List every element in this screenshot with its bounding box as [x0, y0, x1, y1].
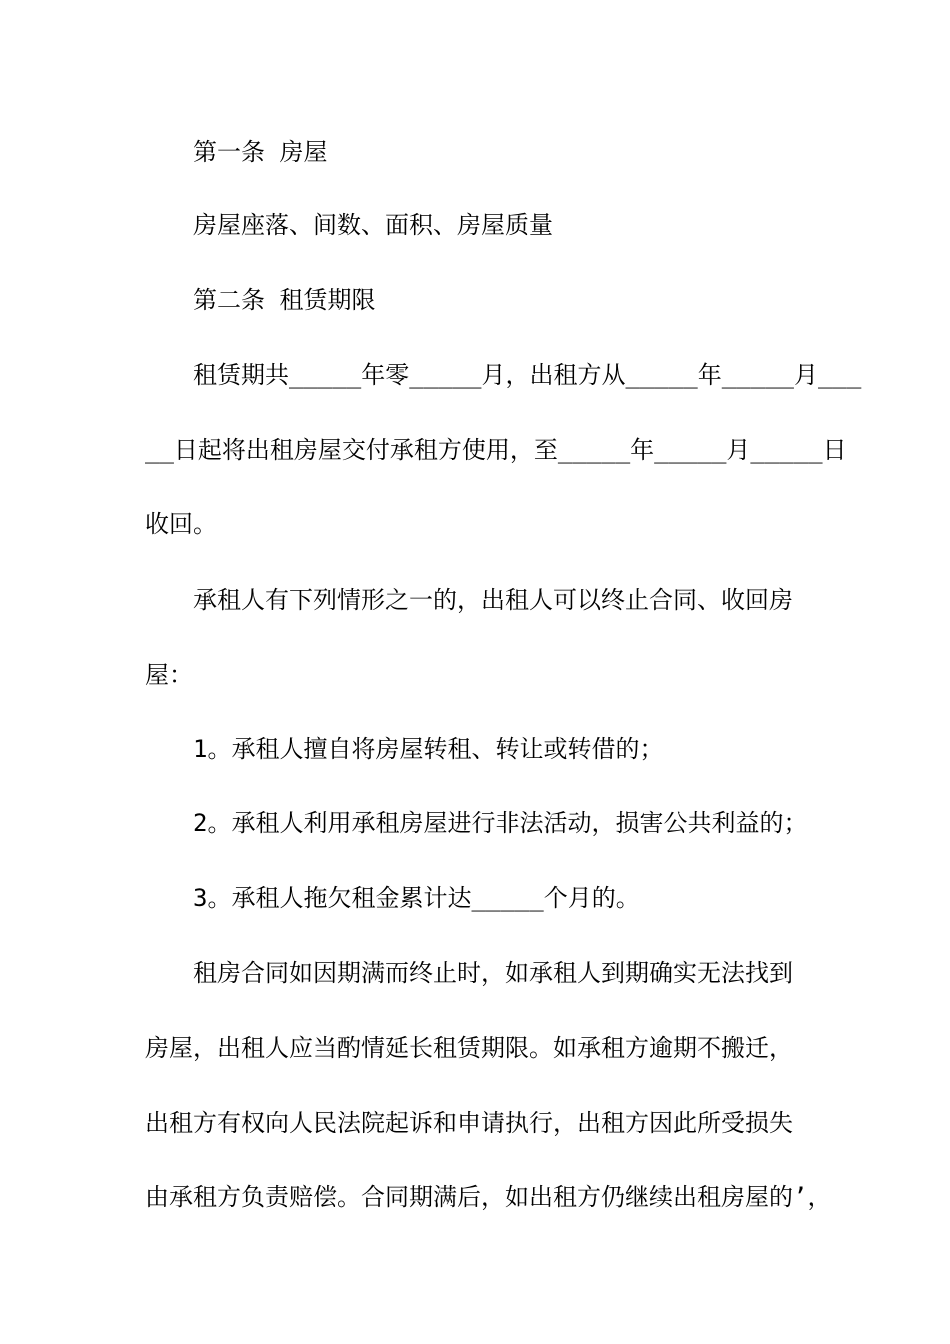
termination-intro-line-1: 承租人有下列情形之一的，出租人可以终止合同、收回房 — [193, 586, 793, 614]
lease-term-line-2: __日起将出租房屋交付承租方使用，至_____年_____月_____日 — [145, 436, 847, 464]
lease-term-line-1: 租赁期共_____年零_____月，出租方从_____年_____月___ — [193, 361, 862, 389]
article-1-heading: 第一条 房屋 — [193, 138, 328, 166]
expiry-paragraph-line-3: 出租方有权向人民法院起诉和申请执行，出租方因此所受损失 — [145, 1109, 793, 1137]
expiry-paragraph-line-1: 租房合同如因期满而终止时，如承租人到期确实无法找到 — [193, 959, 793, 987]
article-2-heading: 第二条 租赁期限 — [193, 286, 376, 314]
expiry-paragraph-line-4: 由承租方负责赔偿。合同期满后，如出租方仍继续出租房屋的’， — [145, 1183, 832, 1211]
termination-intro-line-2: 屋： — [145, 661, 193, 689]
article-1-text: 房屋座落、间数、面积、房屋质量 — [193, 211, 553, 239]
termination-item-2: 2。承租人利用承租房屋进行非法活动，损害公共利益的； — [193, 809, 808, 837]
termination-item-3: 3。承租人拖欠租金累计达_____个月的。 — [193, 884, 640, 912]
expiry-paragraph-line-2: 房屋，出租人应当酌情延长租赁期限。如承租方逾期不搬迁， — [145, 1034, 793, 1062]
lease-term-line-3: 收回。 — [145, 510, 217, 538]
termination-item-1: 1。承租人擅自将房屋转租、转让或转借的； — [193, 735, 664, 763]
